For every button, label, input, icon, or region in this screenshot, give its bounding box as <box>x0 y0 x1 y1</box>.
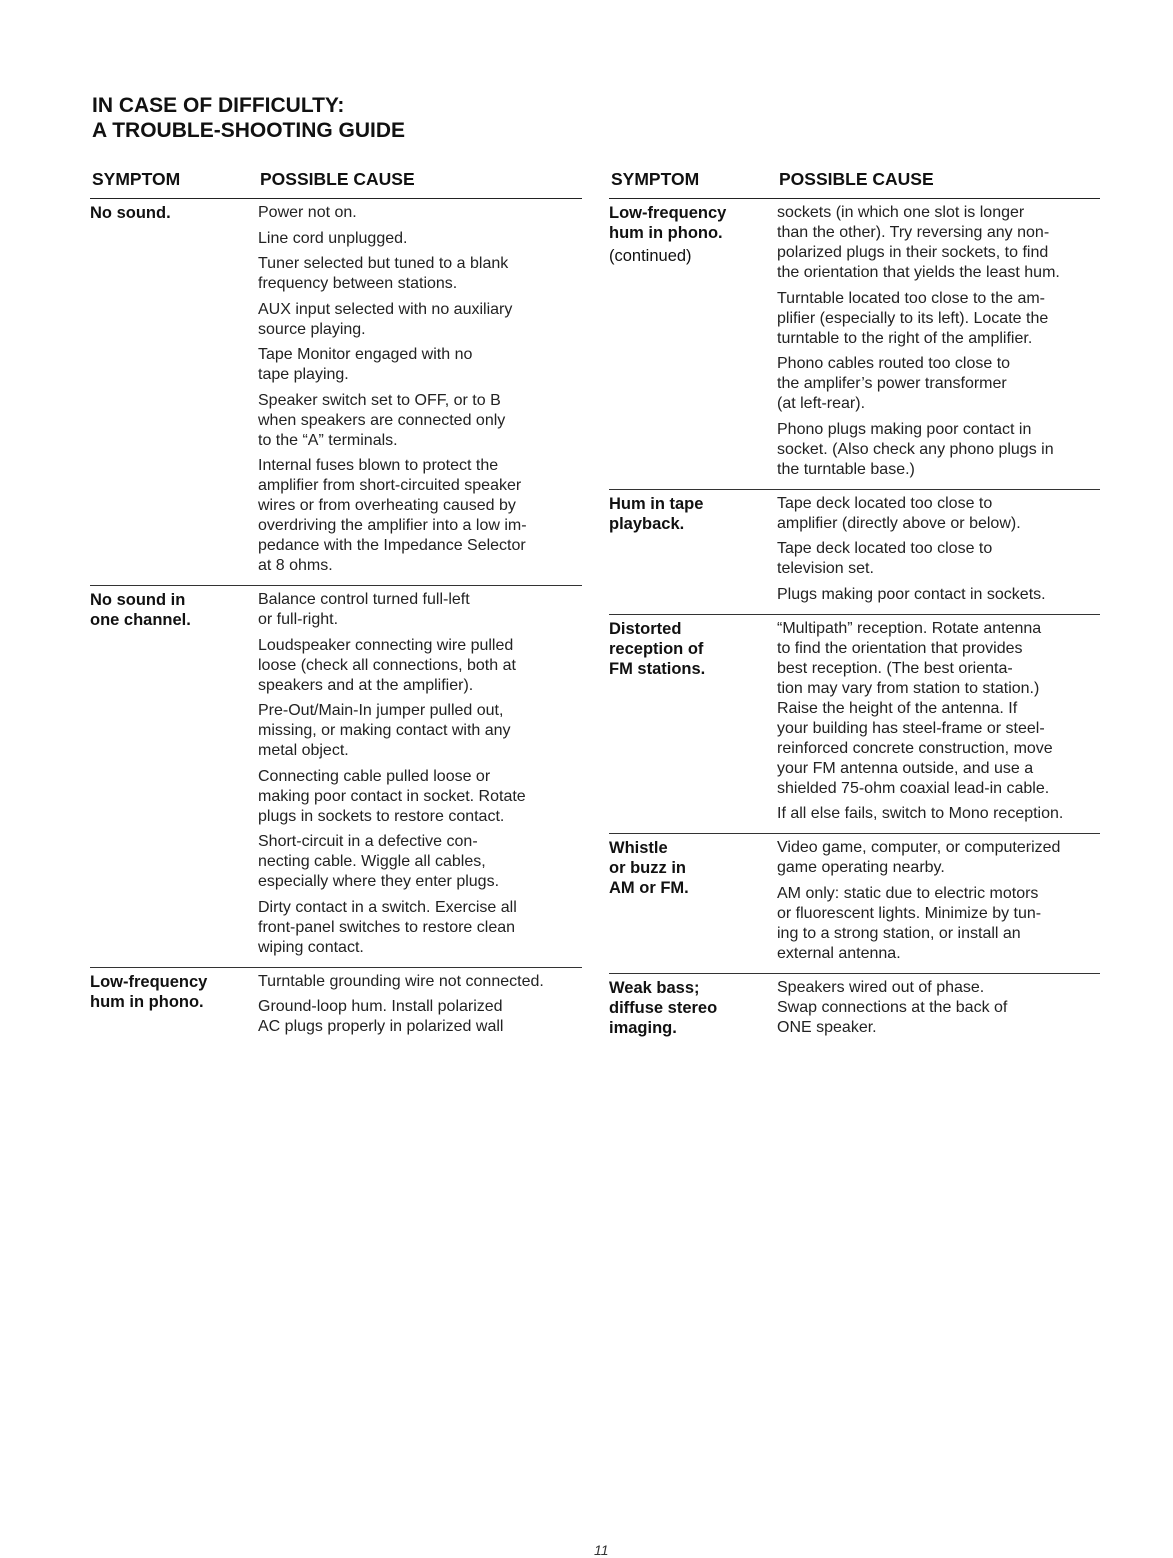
cause-line: frequency between stations. <box>258 275 458 292</box>
cause-line: amplifier from short-circuited speaker <box>258 477 522 494</box>
cause-line: game operating nearby. <box>777 859 945 876</box>
cause-item <box>777 585 1100 605</box>
left-rows <box>90 199 582 1046</box>
symptom-text: Low-frequency <box>609 204 727 222</box>
table-header-right <box>609 168 1100 199</box>
cause-line: to find the orientation that provides <box>777 639 1023 657</box>
cause-line: external antenna. <box>777 944 901 962</box>
symptom-text: Weak bass; <box>609 978 700 997</box>
possible-cause-cell <box>777 203 1100 480</box>
cause-item <box>258 254 582 294</box>
cause-line: Pre-Out/Main-In jumper pulled out, <box>258 702 504 719</box>
cause-line: speakers and at the amplifier). <box>258 676 474 694</box>
cause-item <box>258 636 582 696</box>
possible-cause-cell <box>777 978 1100 1038</box>
symptom-text: No sound in <box>90 591 186 609</box>
cause-line: best reception. (The best orienta- <box>777 659 1013 677</box>
cause-line: Connecting cable pulled loose or <box>258 767 491 785</box>
cause-line: especially where they enter plugs. <box>258 873 500 890</box>
cause-item <box>777 494 1100 534</box>
cause-line: AC plugs properly in polarized wall <box>258 1018 504 1035</box>
symptom-text: diffuse stereo <box>609 998 718 1017</box>
cause-line: tion may vary from station to station.) <box>777 679 1040 697</box>
cause-line: the orientation that yields the least hum. <box>777 264 1060 281</box>
symptom-text: AM or FM. <box>609 879 689 897</box>
cause-line: your FM antenna outside, and use a <box>777 759 1034 777</box>
symptom-text: one channel. <box>90 611 191 629</box>
cause-item <box>777 619 1100 799</box>
cause-item <box>258 898 582 958</box>
cause-line: television set. <box>777 560 874 577</box>
symptom-text: Low-frequency <box>90 972 208 991</box>
page-title <box>92 93 405 143</box>
cause-line: Phono plugs making poor contact in <box>777 420 1032 438</box>
cause-item <box>258 972 582 992</box>
cause-line: or fluorescent lights. Minimize by tun- <box>777 904 1042 922</box>
cause-item <box>258 456 582 576</box>
possible-cause-cell <box>258 972 582 1038</box>
cause-line: Video game, computer, or computerized <box>777 839 1061 856</box>
cause-line: front-panel switches to restore clean <box>258 918 516 936</box>
cause-line: plugs in sockets to restore contact. <box>258 807 505 825</box>
cause-line: plifier (especially to its left). Locate the <box>777 309 1049 327</box>
cause-line: Raise the height of the antenna. If <box>777 699 1018 717</box>
cause-line: AUX input selected with no auxiliary <box>258 300 513 318</box>
cause-line: at 8 ohms. <box>258 557 333 574</box>
page-number: 11 <box>594 1542 609 1558</box>
left-column <box>90 168 582 1046</box>
symptom-text: Whistle <box>609 839 668 857</box>
symptom-text: FM stations. <box>609 659 706 678</box>
cause-item <box>777 978 1100 1038</box>
table-row <box>609 614 1100 834</box>
cause-line: than the other). Try reversing any non- <box>777 224 1050 241</box>
cause-line: Dirty contact in a switch. Exercise all <box>258 898 517 916</box>
symptom-text: hum in phono. <box>90 992 204 1011</box>
possible-cause-cell <box>258 203 582 576</box>
possible-cause-header: POSSIBLE CAUSE <box>779 169 934 189</box>
continued-note: (continued) <box>609 247 692 265</box>
cause-line: wiping contact. <box>258 938 364 956</box>
cause-line: pedance with the Impedance Selector <box>258 537 526 554</box>
table-header-left <box>90 168 582 199</box>
symptom-cell <box>609 203 777 480</box>
cause-line: metal object. <box>258 742 349 759</box>
cause-line: Tape deck located too close to <box>777 494 993 512</box>
cause-line: ing to a strong station, or install an <box>777 924 1021 942</box>
cause-line: Turntable grounding wire not connected. <box>258 972 544 990</box>
cause-item <box>777 289 1100 349</box>
cause-line: Ground-loop hum. Install polarized <box>258 998 503 1015</box>
cause-item <box>258 997 582 1037</box>
cause-line: Balance control turned full-left <box>258 591 470 608</box>
symptom-header: SYMPTOM <box>92 169 181 189</box>
cause-line: Swap connections at the back of <box>777 998 1008 1016</box>
symptom-cell <box>90 590 258 958</box>
cause-line: tape playing. <box>258 366 349 383</box>
symptom-text: Distorted <box>609 619 682 638</box>
table-row <box>90 199 582 585</box>
cause-line: Internal fuses blown to protect the <box>258 457 499 474</box>
possible-cause-cell <box>777 619 1100 825</box>
cause-line: your building has steel-frame or steel- <box>777 719 1045 737</box>
symptom-text: No sound. <box>90 204 171 222</box>
symptom-cell <box>90 972 258 1038</box>
table-row <box>90 967 582 1047</box>
cause-line: wires or from overheating caused by <box>258 497 516 514</box>
possible-cause-cell <box>777 494 1100 605</box>
cause-item <box>777 884 1100 964</box>
cause-line: Tape Monitor engaged with no <box>258 346 473 363</box>
cause-line: when speakers are connected only <box>258 411 506 429</box>
right-rows <box>609 199 1100 1047</box>
title-line-2: A TROUBLE-SHOOTING GUIDE <box>92 119 406 142</box>
cause-line: If all else fails, switch to Mono reception. <box>777 805 1064 822</box>
cause-item <box>777 804 1100 824</box>
table-row <box>90 585 582 967</box>
cause-item <box>777 420 1100 480</box>
title-line-1: IN CASE OF DIFFICULTY: <box>92 94 345 117</box>
cause-line: AM only: static due to electric motors <box>777 884 1039 902</box>
cause-line: Power not on. <box>258 204 357 221</box>
cause-line: sockets (in which one slot is longer <box>777 204 1025 221</box>
table-row <box>609 199 1100 489</box>
cause-item <box>258 229 582 249</box>
symptom-text: or buzz in <box>609 859 686 877</box>
cause-line: reinforced concrete construction, move <box>777 739 1053 757</box>
cause-item <box>777 539 1100 579</box>
table-row <box>609 973 1100 1047</box>
symptom-text: hum in phono. <box>609 224 723 242</box>
symptom-text: imaging. <box>609 1018 677 1037</box>
possible-cause-cell <box>258 590 582 958</box>
cause-line: overdriving the amplifier into a low im- <box>258 517 527 534</box>
symptom-header: SYMPTOM <box>611 169 700 189</box>
cause-line: loose (check all connections, both at <box>258 656 516 674</box>
symptom-text: reception of <box>609 639 704 658</box>
symptom-cell <box>609 838 777 964</box>
cause-line: socket. (Also check any phono plugs in <box>777 440 1054 458</box>
cause-item <box>258 203 582 223</box>
table-row <box>609 489 1100 614</box>
cause-line: Tuner selected but tuned to a blank <box>258 255 509 272</box>
cause-line: making poor contact in socket. Rotate <box>258 787 526 805</box>
cause-line: Speaker switch set to OFF, or to B <box>258 391 501 409</box>
symptom-text: Hum in tape <box>609 494 704 513</box>
cause-line: or full-right. <box>258 611 339 628</box>
cause-line: (at left-rear). <box>777 395 866 412</box>
cause-item <box>258 590 582 630</box>
cause-line: Speakers wired out of phase. <box>777 978 985 996</box>
possible-cause-cell <box>777 838 1100 964</box>
cause-line: to the “A” terminals. <box>258 431 398 449</box>
cause-item <box>258 832 582 892</box>
cause-line: Line cord unplugged. <box>258 229 408 247</box>
cause-line: Plugs making poor contact in sockets. <box>777 585 1046 603</box>
cause-line: ONE speaker. <box>777 1018 877 1036</box>
cause-line: shielded 75-ohm coaxial lead-in cable. <box>777 779 1050 797</box>
cause-line: the turntable base.) <box>777 460 915 478</box>
right-column <box>609 168 1100 1047</box>
cause-line: missing, or making contact with any <box>258 722 511 739</box>
cause-line: polarized plugs in their sockets, to find <box>777 244 1049 261</box>
cause-item <box>258 300 582 340</box>
symptom-cell <box>90 203 258 576</box>
cause-item <box>258 391 582 451</box>
cause-item <box>777 203 1100 283</box>
symptom-text: playback. <box>609 514 685 533</box>
cause-line: “Multipath” reception. Rotate antenna <box>777 619 1042 637</box>
cause-line: source playing. <box>258 320 366 338</box>
symptom-cell <box>609 619 777 825</box>
cause-line: Turntable located too close to the am- <box>777 289 1045 307</box>
cause-line: Tape deck located too close to <box>777 540 993 557</box>
cause-item <box>777 354 1100 414</box>
cause-item <box>258 767 582 827</box>
cause-line: necting cable. Wiggle all cables, <box>258 853 486 870</box>
cause-line: amplifier (directly above or below). <box>777 514 1021 532</box>
possible-cause-header: POSSIBLE CAUSE <box>260 169 415 189</box>
cause-line: Short-circuit in a defective con- <box>258 833 478 850</box>
cause-line: the amplifer’s power transformer <box>777 375 1007 392</box>
cause-line: turntable to the right of the amplifier. <box>777 329 1033 347</box>
cause-item <box>258 345 582 385</box>
symptom-cell <box>609 494 777 605</box>
cause-line: Phono cables routed too close to <box>777 355 1011 372</box>
symptom-cell <box>609 978 777 1038</box>
table-row <box>609 833 1100 973</box>
cause-item <box>777 838 1100 878</box>
cause-line: Loudspeaker connecting wire pulled <box>258 636 514 654</box>
cause-item <box>258 701 582 761</box>
